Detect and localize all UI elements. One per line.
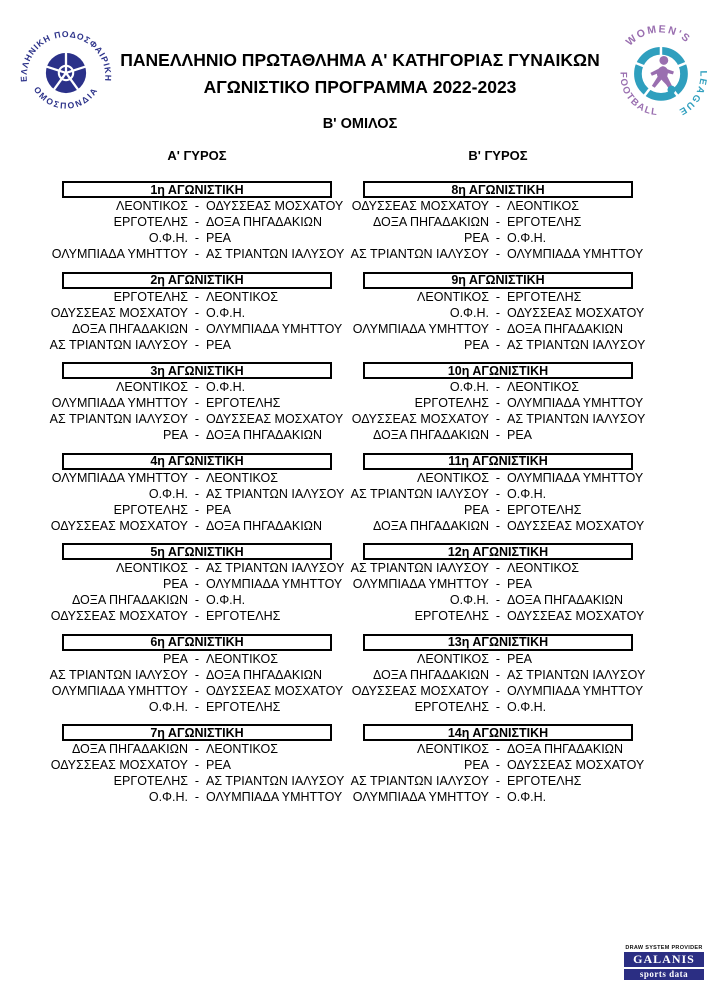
match-row (313, 379, 683, 395)
match-row (313, 289, 683, 305)
away-team: ΟΛΥΜΠΙΑΔΑ ΥΜΗΤΤΟΥ (206, 790, 343, 804)
home-team: ΔΟΞΑ ΠΗΓΑΔΑΚΙΩΝ (71, 593, 188, 607)
match-separator: - (194, 396, 200, 410)
matchday-rows (313, 470, 683, 534)
federation-arc-text-top: ΕΛΛΗΝΙΚΗ ΠΟΔΟΣΦΑΙΡΙΚΗ (18, 29, 114, 83)
matchday-section (313, 362, 683, 443)
away-team: ΑΣ ΤΡΙΑΝΤΩΝ ΙΑΛΥΣΟΥ (507, 412, 646, 426)
matchday-header (363, 634, 633, 651)
home-team: ΡΕΑ (463, 758, 489, 772)
match-separator: - (194, 247, 200, 261)
home-team: ΛΕΟΝΤΙΚΟΣ (417, 289, 489, 304)
away-team: ΛΕΟΝΤΙΚΟΣ (206, 289, 278, 304)
away-team: ΑΣ ΤΡΙΑΝΤΩΝ ΙΑΛΥΣΟΥ (206, 561, 345, 575)
match-separator: - (495, 231, 501, 245)
match-separator: - (194, 231, 200, 245)
away-team: ΛΕΟΝΤΙΚΟΣ (507, 199, 579, 213)
home-team: ΔΟΞΑ ΠΗΓΑΔΑΚΙΩΝ (71, 742, 188, 756)
matchday-header (363, 724, 633, 741)
match-separator: - (194, 215, 200, 229)
match-row (313, 773, 683, 789)
home-team: ΑΣ ΤΡΙΑΝΤΩΝ ΙΑΛΥΣΟΥ (49, 337, 188, 352)
match-row (313, 608, 683, 624)
matchday-title: 8η ΑΓΩΝΙΣΤΙΚΗ (451, 182, 545, 197)
home-team: Ο.Φ.Η. (148, 699, 188, 714)
match-row (313, 699, 683, 715)
away-team: ΕΡΓΟΤΕΛΗΣ (206, 609, 281, 623)
matchday-title: 12η ΑΓΩΝΙΣΤΙΚΗ (447, 544, 549, 559)
away-team: ΡΕΑ (206, 231, 232, 245)
home-team: ΕΡΓΟΤΕΛΗΣ (414, 396, 489, 410)
match-separator: - (495, 651, 501, 666)
away-team: ΟΔΥΣΣΕΑΣ ΜΟΣΧΑΤΟΥ (206, 683, 344, 698)
home-team: Ο.Φ.Η. (148, 231, 188, 245)
match-separator: - (495, 412, 501, 426)
match-separator: - (495, 518, 501, 533)
away-team: ΔΟΞΑ ΠΗΓΑΔΑΚΙΩΝ (206, 428, 323, 442)
home-team: Ο.Φ.Η. (148, 486, 188, 501)
page-title (105, 47, 615, 101)
matchday-header (363, 272, 633, 289)
matchday-title: 3η ΑΓΩΝΙΣΤΙΚΗ (150, 363, 244, 378)
away-team: ΛΕΟΝΤΙΚΟΣ (507, 561, 579, 575)
home-team: Ο.Φ.Η. (449, 305, 489, 320)
away-team: ΡΕΑ (206, 502, 232, 517)
home-team: ΑΣ ΤΡΙΑΝΤΩΝ ΙΑΛΥΣΟΥ (350, 561, 489, 575)
away-team: ΑΣ ΤΡΙΑΝΤΩΝ ΙΑΛΥΣΟΥ (206, 774, 345, 788)
matchday-header (363, 181, 633, 198)
away-team: ΟΔΥΣΣΕΑΣ ΜΟΣΧΑΤΟΥ (507, 518, 645, 533)
match-separator: - (194, 699, 200, 714)
match-separator: - (194, 790, 200, 804)
away-team: Ο.Φ.Η. (507, 790, 547, 804)
match-separator: - (194, 337, 200, 352)
home-team: ΟΔΥΣΣΕΑΣ ΜΟΣΧΑΤΟΥ (351, 199, 489, 213)
matchday-section (313, 453, 683, 534)
match-row (313, 230, 683, 246)
matchday-rows (313, 651, 683, 715)
matchday-rows (313, 379, 683, 443)
away-team: ΡΕΑ (206, 337, 232, 352)
match-separator: - (495, 609, 501, 623)
home-team: ΕΡΓΟΤΕΛΗΣ (113, 289, 188, 304)
away-team: ΛΕΟΝΤΙΚΟΣ (206, 470, 278, 485)
matchday-title: 2η ΑΓΩΝΙΣΤΙΚΗ (150, 273, 244, 287)
away-team: Ο.Φ.Η. (507, 231, 547, 245)
match-separator: - (495, 774, 501, 788)
home-team: ΟΔΥΣΣΕΑΣ ΜΟΣΧΑΤΟΥ (50, 609, 188, 623)
away-team: ΟΛΥΜΠΙΑΔΑ ΥΜΗΤΤΟΥ (507, 247, 644, 261)
match-separator: - (194, 199, 200, 213)
away-team: ΑΣ ΤΡΙΑΝΤΩΝ ΙΑΛΥΣΟΥ (206, 247, 345, 261)
matchday-title: 4η ΑΓΩΝΙΣΤΙΚΗ (150, 454, 244, 468)
home-team: ΟΔΥΣΣΕΑΣ ΜΟΣΧΑΤΟΥ (351, 683, 489, 698)
home-team: ΟΔΥΣΣΕΑΣ ΜΟΣΧΑΤΟΥ (50, 305, 188, 320)
home-team: ΑΣ ΤΡΙΑΝΤΩΝ ΙΑΛΥΣΟΥ (49, 412, 188, 426)
matchday-rows (313, 741, 683, 805)
match-separator: - (495, 683, 501, 698)
match-separator: - (495, 470, 501, 485)
away-team: ΑΣ ΤΡΙΑΝΤΩΝ ΙΑΛΥΣΟΥ (507, 667, 646, 682)
match-separator: - (194, 667, 200, 682)
home-team: ΛΕΟΝΤΙΚΟΣ (417, 651, 489, 666)
home-team: ΛΕΟΝΤΙΚΟΣ (116, 199, 188, 213)
match-separator: - (194, 380, 200, 394)
match-separator: - (495, 742, 501, 756)
away-team: ΟΛΥΜΠΙΑΔΑ ΥΜΗΤΤΟΥ (507, 470, 644, 485)
page-title-line1: ΠΑΝΕΛΛΗΝΙΟ ΠΡΩΤΑΘΛΗΜΑ Α' ΚΑΤΗΓΟΡΙΑΣ ΓΥΝΑΙΚΩΝ (120, 50, 600, 70)
wfl-arc-text-left: FOOTBALL (617, 71, 660, 118)
match-row (313, 667, 683, 683)
match-separator: - (495, 790, 501, 804)
matchday-title: 14η ΑΓΩΝΙΣΤΙΚΗ (447, 725, 549, 740)
matchday-header (363, 543, 633, 560)
home-team: ΑΣ ΤΡΙΑΝΤΩΝ ΙΑΛΥΣΟΥ (350, 486, 489, 501)
match-separator: - (495, 667, 501, 682)
match-row (313, 214, 683, 230)
away-team: ΟΔΥΣΣΕΑΣ ΜΟΣΧΑΤΟΥ (206, 412, 344, 426)
player-icon (650, 56, 674, 88)
match-separator: - (194, 412, 200, 426)
match-separator: - (194, 428, 200, 442)
matchday-title: 11η ΑΓΩΝΙΣΤΙΚΗ (448, 454, 548, 468)
away-team: ΕΡΓΟΤΕΛΗΣ (507, 774, 582, 788)
match-separator: - (194, 518, 200, 533)
provider-brand: GALANIS (624, 952, 704, 969)
match-separator: - (495, 247, 501, 261)
match-separator: - (194, 651, 200, 666)
away-team: ΟΛΥΜΠΙΑΔΑ ΥΜΗΤΤΟΥ (206, 577, 343, 591)
match-separator: - (194, 321, 200, 336)
away-team: ΔΟΞΑ ΠΗΓΑΔΑΚΙΩΝ (507, 742, 624, 756)
match-row (313, 321, 683, 337)
match-row (313, 427, 683, 443)
match-separator: - (495, 321, 501, 336)
match-separator: - (495, 577, 501, 591)
matchday-header (62, 362, 332, 379)
home-team: ΟΔΥΣΣΕΑΣ ΜΟΣΧΑΤΟΥ (50, 758, 188, 772)
away-team: ΔΟΞΑ ΠΗΓΑΔΑΚΙΩΝ (206, 215, 323, 229)
away-team: ΡΕΑ (507, 428, 533, 442)
home-team: ΡΕΑ (162, 428, 188, 442)
away-team: ΡΕΑ (507, 577, 533, 591)
home-team: ΟΔΥΣΣΕΑΣ ΜΟΣΧΑΤΟΥ (351, 412, 489, 426)
home-team: ΛΕΟΝΤΙΚΟΣ (417, 742, 489, 756)
matchday-header (62, 634, 332, 651)
match-separator: - (495, 305, 501, 320)
ball-icon (667, 86, 675, 94)
home-team: ΟΛΥΜΠΙΑΔΑ ΥΜΗΤΤΟΥ (51, 247, 188, 261)
away-team: ΔΟΞΑ ΠΗΓΑΔΑΚΙΩΝ (206, 518, 323, 533)
match-row (313, 683, 683, 699)
matchday-title: 5η ΑΓΩΝΙΣΤΙΚΗ (150, 544, 244, 559)
match-separator: - (495, 199, 501, 213)
away-team: ΟΛΥΜΠΙΑΔΑ ΥΜΗΤΤΟΥ (507, 683, 644, 698)
match-separator: - (495, 380, 501, 394)
match-row (313, 576, 683, 592)
match-separator: - (194, 577, 200, 591)
home-team: ΕΡΓΟΤΕΛΗΣ (414, 609, 489, 623)
home-team: ΡΕΑ (463, 502, 489, 517)
away-team: ΟΔΥΣΣΕΑΣ ΜΟΣΧΑΤΟΥ (507, 609, 645, 623)
away-team: ΡΕΑ (507, 651, 533, 666)
matchday-section (313, 272, 683, 353)
away-team: ΔΟΞΑ ΠΗΓΑΔΑΚΙΩΝ (507, 593, 624, 607)
wfl-arc-text-top: WOMEN'S (623, 23, 694, 49)
matchday-header (62, 272, 332, 289)
matchday-rows (313, 560, 683, 624)
home-team: ΛΕΟΝΤΙΚΟΣ (116, 561, 188, 575)
round-label-first: Α' ΓΥΡΟΣ (167, 148, 227, 163)
home-team: ΟΛΥΜΠΙΑΔΑ ΥΜΗΤΤΟΥ (51, 396, 188, 410)
away-team: ΕΡΓΟΤΕΛΗΣ (507, 502, 582, 517)
match-row (313, 651, 683, 667)
home-team: ΟΔΥΣΣΕΑΣ ΜΟΣΧΑΤΟΥ (50, 518, 188, 533)
away-team: ΔΟΞΑ ΠΗΓΑΔΑΚΙΩΝ (507, 321, 624, 336)
away-team: ΟΛΥΜΠΙΑΔΑ ΥΜΗΤΤΟΥ (206, 321, 343, 336)
match-separator: - (194, 609, 200, 623)
match-separator: - (194, 470, 200, 485)
home-team: ΕΡΓΟΤΕΛΗΣ (414, 699, 489, 714)
away-team: ΟΛΥΜΠΙΑΔΑ ΥΜΗΤΤΟΥ (507, 396, 644, 410)
match-separator: - (194, 742, 200, 756)
round-label-second: Β' ΓΥΡΟΣ (468, 148, 528, 163)
away-team: ΑΣ ΤΡΙΑΝΤΩΝ ΙΑΛΥΣΟΥ (206, 486, 345, 501)
away-team: ΕΡΓΟΤΕΛΗΣ (206, 396, 281, 410)
match-separator: - (495, 337, 501, 352)
match-separator: - (495, 486, 501, 501)
match-row (313, 198, 683, 214)
home-team: ΔΟΞΑ ΠΗΓΑΔΑΚΙΩΝ (372, 215, 489, 229)
match-separator: - (495, 502, 501, 517)
match-separator: - (495, 699, 501, 714)
home-team: ΑΣ ΤΡΙΑΝΤΩΝ ΙΑΛΥΣΟΥ (350, 774, 489, 788)
home-team: ΟΛΥΜΠΙΑΔΑ ΥΜΗΤΤΟΥ (352, 790, 489, 804)
away-team: ΔΟΞΑ ΠΗΓΑΔΑΚΙΩΝ (206, 667, 323, 682)
match-row (313, 486, 683, 502)
matchday-header (363, 453, 633, 470)
home-team: ΡΕΑ (162, 577, 188, 591)
match-row (313, 789, 683, 805)
match-separator: - (194, 774, 200, 788)
provider-brand-sub: sports data (624, 969, 704, 980)
federation-arc-text-bottom: ΟΜΟΣΠΟΝΔΙΑ (31, 84, 101, 111)
matchday-section (313, 634, 683, 715)
home-team: ΑΣ ΤΡΙΑΝΤΩΝ ΙΑΛΥΣΟΥ (350, 247, 489, 261)
away-team: ΕΡΓΟΤΕΛΗΣ (507, 215, 582, 229)
match-separator: - (495, 396, 501, 410)
match-separator: - (495, 215, 501, 229)
match-row (313, 395, 683, 411)
matchday-title: 1η ΑΓΩΝΙΣΤΙΚΗ (150, 182, 244, 197)
matchday-header (363, 362, 633, 379)
provider-label: DRAW SYSTEM PROVIDER (625, 945, 703, 951)
away-team: Ο.Φ.Η. (206, 305, 246, 320)
match-row (313, 502, 683, 518)
matchday-section (313, 724, 683, 805)
home-team: Ο.Φ.Η. (449, 380, 489, 394)
match-separator: - (495, 428, 501, 442)
home-team: ΕΡΓΟΤΕΛΗΣ (113, 774, 188, 788)
matchday-header (62, 724, 332, 741)
away-team: ΛΕΟΝΤΙΚΟΣ (206, 651, 278, 666)
match-separator: - (194, 289, 200, 304)
match-row (313, 305, 683, 321)
matchday-header (62, 453, 332, 470)
home-team: ΑΣ ΤΡΙΑΝΤΩΝ ΙΑΛΥΣΟΥ (49, 667, 188, 682)
away-team: ΕΡΓΟΤΕΛΗΣ (206, 699, 281, 714)
matchday-header (62, 543, 332, 560)
home-team: ΛΕΟΝΤΙΚΟΣ (116, 380, 188, 394)
football-icon (46, 52, 86, 93)
away-team: ΟΔΥΣΣΕΑΣ ΜΟΣΧΑΤΟΥ (206, 199, 344, 213)
away-team: ΑΣ ΤΡΙΑΝΤΩΝ ΙΑΛΥΣΟΥ (507, 337, 646, 352)
matchday-title: 7η ΑΓΩΝΙΣΤΙΚΗ (150, 725, 244, 740)
matchday-section (313, 543, 683, 624)
match-row (313, 757, 683, 773)
match-separator: - (495, 561, 501, 575)
matchday-rows (313, 198, 683, 262)
matchday-title: 13η ΑΓΩΝΙΣΤΙΚΗ (447, 635, 549, 649)
home-team: ΟΛΥΜΠΙΑΔΑ ΥΜΗΤΤΟΥ (352, 321, 489, 336)
away-team: ΛΕΟΝΤΙΚΟΣ (206, 742, 278, 756)
match-separator: - (194, 593, 200, 607)
matchday-header (62, 181, 332, 198)
home-team: ΡΕΑ (463, 231, 489, 245)
match-row (313, 411, 683, 427)
away-team: ΕΡΓΟΤΕΛΗΣ (507, 289, 582, 304)
home-team: ΟΛΥΜΠΙΑΔΑ ΥΜΗΤΤΟΥ (51, 683, 188, 698)
home-team: ΔΟΞΑ ΠΗΓΑΔΑΚΙΩΝ (372, 667, 489, 682)
match-separator: - (194, 502, 200, 517)
home-team: ΟΛΥΜΠΙΑΔΑ ΥΜΗΤΤΟΥ (51, 470, 188, 485)
matchday-title: 6η ΑΓΩΝΙΣΤΙΚΗ (150, 635, 244, 649)
home-team: ΛΕΟΝΤΙΚΟΣ (417, 470, 489, 485)
home-team: ΕΡΓΟΤΕΛΗΣ (113, 215, 188, 229)
matchday-section (313, 181, 683, 262)
wfl-arc-text-right: LEAGUE (676, 70, 708, 118)
match-separator: - (194, 486, 200, 501)
provider-block (624, 945, 704, 980)
match-row (313, 592, 683, 608)
federation-logo-icon (18, 26, 114, 118)
round-column-second (313, 181, 683, 815)
home-team: ΔΟΞΑ ΠΗΓΑΔΑΚΙΩΝ (372, 428, 489, 442)
womens-football-league-logo-icon (612, 22, 708, 118)
match-separator: - (194, 305, 200, 320)
matchday-rows (313, 289, 683, 353)
matchday-title: 10η ΑΓΩΝΙΣΤΙΚΗ (447, 363, 549, 378)
match-row (313, 470, 683, 486)
home-team: ΕΡΓΟΤΕΛΗΣ (113, 502, 188, 517)
matchday-title: 9η ΑΓΩΝΙΣΤΙΚΗ (451, 273, 545, 287)
home-team: Ο.Φ.Η. (148, 790, 188, 804)
away-team: ΟΔΥΣΣΕΑΣ ΜΟΣΧΑΤΟΥ (507, 305, 645, 320)
home-team: ΟΛΥΜΠΙΑΔΑ ΥΜΗΤΤΟΥ (352, 577, 489, 591)
match-row (313, 741, 683, 757)
match-separator: - (495, 593, 501, 607)
away-team: ΛΕΟΝΤΙΚΟΣ (507, 380, 579, 394)
match-separator: - (194, 561, 200, 575)
away-team: ΟΔΥΣΣΕΑΣ ΜΟΣΧΑΤΟΥ (507, 758, 645, 772)
away-team: Ο.Φ.Η. (206, 380, 246, 394)
away-team: Ο.Φ.Η. (507, 486, 547, 501)
away-team: Ο.Φ.Η. (507, 699, 547, 714)
home-team: ΔΟΞΑ ΠΗΓΑΔΑΚΙΩΝ (71, 321, 188, 336)
match-row (313, 560, 683, 576)
page-title-line2: ΑΓΩΝΙΣΤΙΚΟ ΠΡΟΓΡΑΜΜΑ 2022-2023 (203, 77, 517, 97)
home-team: ΡΕΑ (162, 651, 188, 666)
away-team: ΡΕΑ (206, 758, 232, 772)
away-team: Ο.Φ.Η. (206, 593, 246, 607)
home-team: Ο.Φ.Η. (449, 593, 489, 607)
match-row (313, 246, 683, 262)
group-title: Β' ΟΜΙΛΟΣ (322, 116, 398, 132)
home-team: ΔΟΞΑ ΠΗΓΑΔΑΚΙΩΝ (372, 518, 489, 533)
match-separator: - (495, 289, 501, 304)
match-row (313, 518, 683, 534)
match-row (313, 337, 683, 353)
match-separator: - (495, 758, 501, 772)
home-team: ΡΕΑ (463, 337, 489, 352)
match-separator: - (194, 683, 200, 698)
match-separator: - (194, 758, 200, 772)
